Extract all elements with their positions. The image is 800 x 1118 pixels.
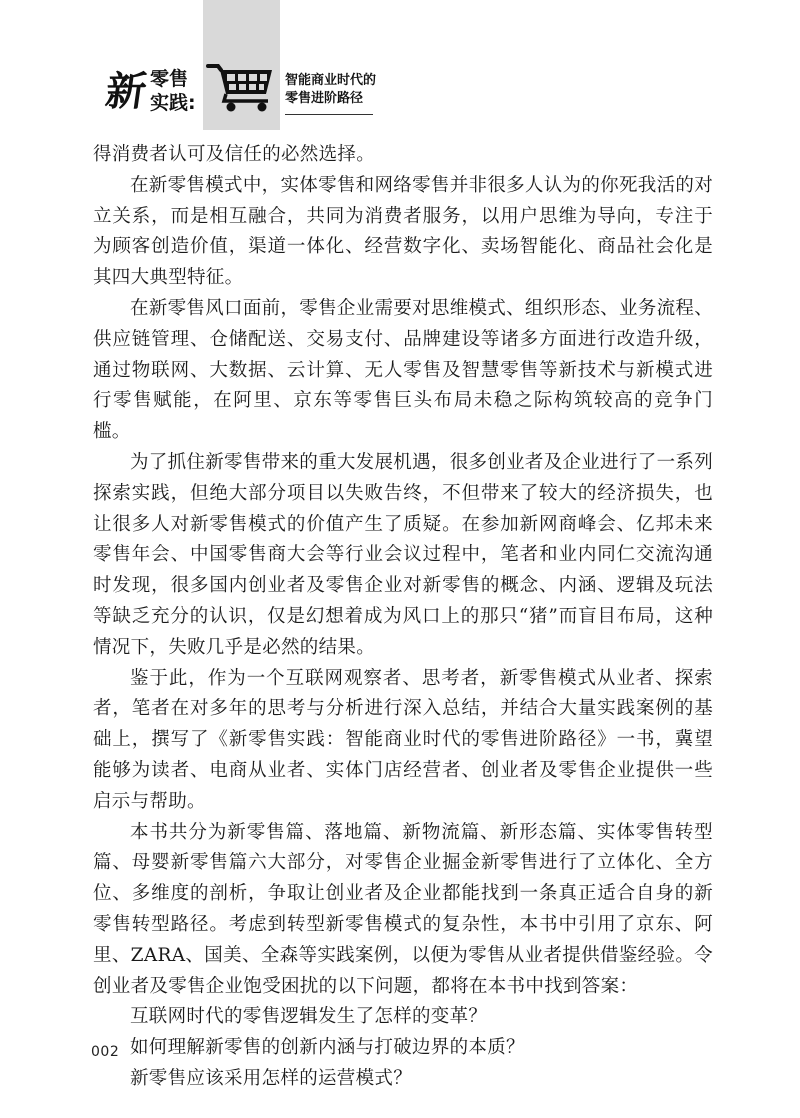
shopping-cart-icon bbox=[206, 60, 276, 112]
paragraph-continuation: 得消费者认可及信任的必然选择。 bbox=[93, 144, 376, 165]
paragraph: 在新零售风口面前，零售企业需要对思维模式、组织形态、业务流程、供应链管理、仓储配送、交易支付、品牌建设等诸多方面进行改造升级，通过物联网、大数据、云计算、无人零售及智慧零售等新技术与新模式进行零售赋能，在阿里、京东等零售巨头布局未稳之际构筑较高的竞争门槛。 bbox=[93, 297, 713, 443]
paragraph: 在新零售模式中，实体零售和网络零售并非很多人认为的你死我活的对立关系，而是相互融合，共同为消费者服务，以用户思维为导向，专注于为顾客创造价值，渠道一体化、经营数字化、卖场智能化、商品社会化是其四大典型特征。 bbox=[93, 174, 713, 289]
logo-line-2: 实践: bbox=[150, 92, 196, 114]
question-item: 如何理解新零售的创新内涵与打破边界的本质？ bbox=[130, 1037, 525, 1059]
question-item: 互联网时代的零售逻辑发生了怎样的变革？ bbox=[130, 1006, 488, 1028]
paragraph: 鉴于此，作为一个互联网观察者、思考者，新零售模式从业者、探索者，笔者在对多年的思考与分析进行深入总结，并结合大量实践案例的基础上，撰写了《新零售实践：智能商业时代的零售进阶路径》一书，冀望能够为读者、电商从业者、实体门店经营者、创业者及零售企业提供一些启示与帮助。 bbox=[93, 667, 713, 812]
logo-xin-char: 新 bbox=[102, 68, 150, 115]
body-text bbox=[93, 140, 713, 1095]
logo-line-1: 零售 bbox=[150, 68, 189, 90]
question-item: 新零售应该采用怎样的运营模式？ bbox=[130, 1067, 413, 1089]
subtitle-line-1: 智能商业时代的 bbox=[285, 73, 377, 88]
book-subtitle bbox=[285, 72, 385, 108]
subtitle-underline bbox=[285, 114, 373, 115]
subtitle-line-2: 零售进阶路径 bbox=[285, 91, 364, 106]
page-header bbox=[0, 0, 800, 130]
book-logo bbox=[104, 60, 214, 120]
paragraph: 本书共分为新零售篇、落地篇、新物流篇、新形态篇、实体零售转型篇、母婴新零售篇六大部分，对零售企业掘金新零售进行了立体化、全方位、多维度的剖析，争取让创业者及企业都能找到一条真正适合自身的新零售转型路径。考虑到转型新零售模式的复杂性，本书中引用了京东、阿里、ZARA、国美、全森等实践案例，以便为零售从业者提供借鉴经验。令创业者及零售企业饱受困扰的以下问题，都将在本书中找到答案： bbox=[93, 821, 713, 997]
paragraph: 为了抓住新零售带来的重大发展机遇，很多创业者及企业进行了一系列探索实践，但绝大部分项目以失败告终，不但带来了较大的经济损失，也让很多人对新零售模式的价值产生了质疑。在参加新网商峰会、亿邦未来零售年会、中国零售商大会等行业会议过程中，笔者和业内同仁交流沟通时发现，很多国内创业者及零售企业对新零售的概念、内涵、逻辑及玩法等缺乏充分的认识，仅是幻想着成为风口上的那只“猪”而盲目布局，这种情况下，失败几乎是必然的结果。 bbox=[93, 451, 713, 658]
page-number: 002 bbox=[91, 1044, 120, 1060]
